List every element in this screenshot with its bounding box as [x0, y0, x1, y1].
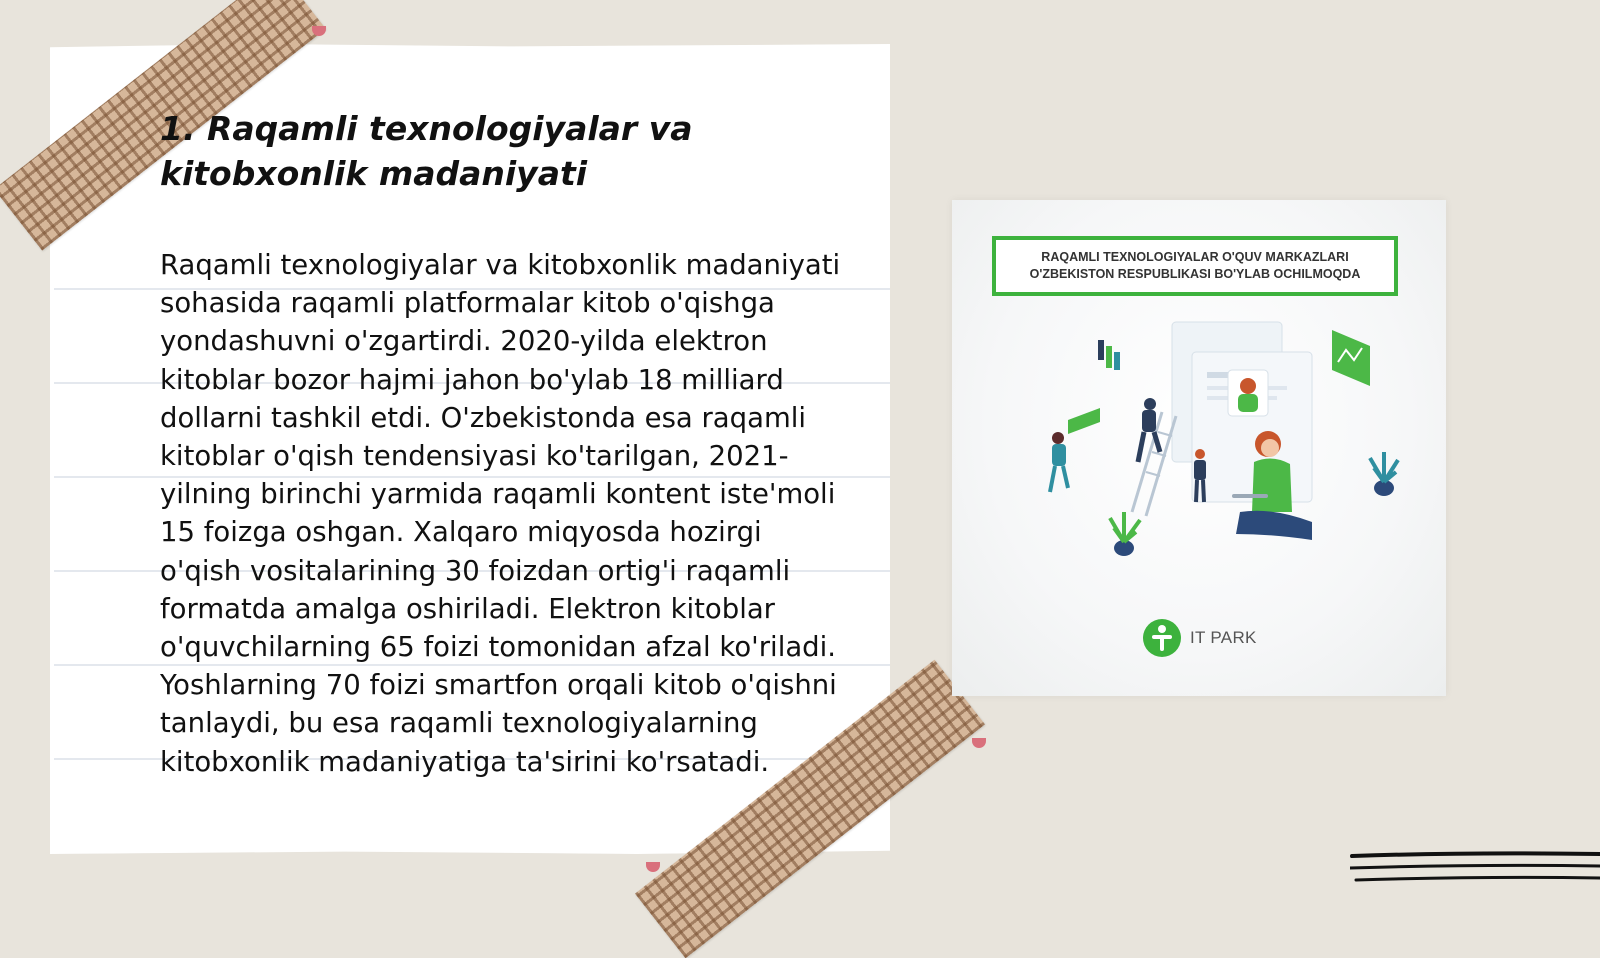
it-park-logo-icon	[1142, 618, 1182, 658]
pin-icon	[312, 26, 326, 36]
it-park-poster-image	[952, 200, 1446, 696]
pin-icon	[972, 738, 986, 748]
it-park-logo-text: IT PARK	[1190, 628, 1257, 647]
pin-icon	[646, 862, 660, 872]
slide-title: 1. Raqamli texnologiyalar va kitobxonlik madaniyati	[160, 109, 693, 193]
poster-banner-text: RAQAMLI TEXNOLOGIYALAR O'QUV MARKAZLARI O'ZBEKISTON RESPUBLIKASI BO'YLAB OCHILMOQDA	[1029, 250, 1361, 281]
poster-banner	[992, 236, 1398, 296]
decorative-lines	[1350, 848, 1600, 888]
it-park-logo	[1142, 618, 1257, 658]
slide-body-text: Raqamli texnologiyalar va kitobxonlik madaniyati sohasida raqamli platformalar kitob o'qishga yondashuvni o'zgartirdi. 2020-yilda elektron kitoblar bozor hajmi jahon bo'ylab 18 milliard dollarni tashkil etdi. O'zbekistonda esa raqamli kitoblar o'qish tendensiyasi ko'tarilgan, 2021-yilning birinchi yarmida raqamli kontent iste'moli 15 foizga oshgan. Xalqaro miqyosda hozirgi o'qish vositalarining 30 foizdan ortig'i raqamli formatda amalga oshiriladi. Elektron kitoblar o'quvchilarning 65 foizi tomonidan afzal ko'riladi. Yoshlarning 70 foizi smartfon orqali kitob o'qishni tanlaydi, bu esa raqamli texnologiyalarning kitobxonlik madaniyatiga ta'sirini ko'rsatadi.	[160, 249, 841, 778]
people-with-digital-screens-illustration	[992, 312, 1412, 602]
